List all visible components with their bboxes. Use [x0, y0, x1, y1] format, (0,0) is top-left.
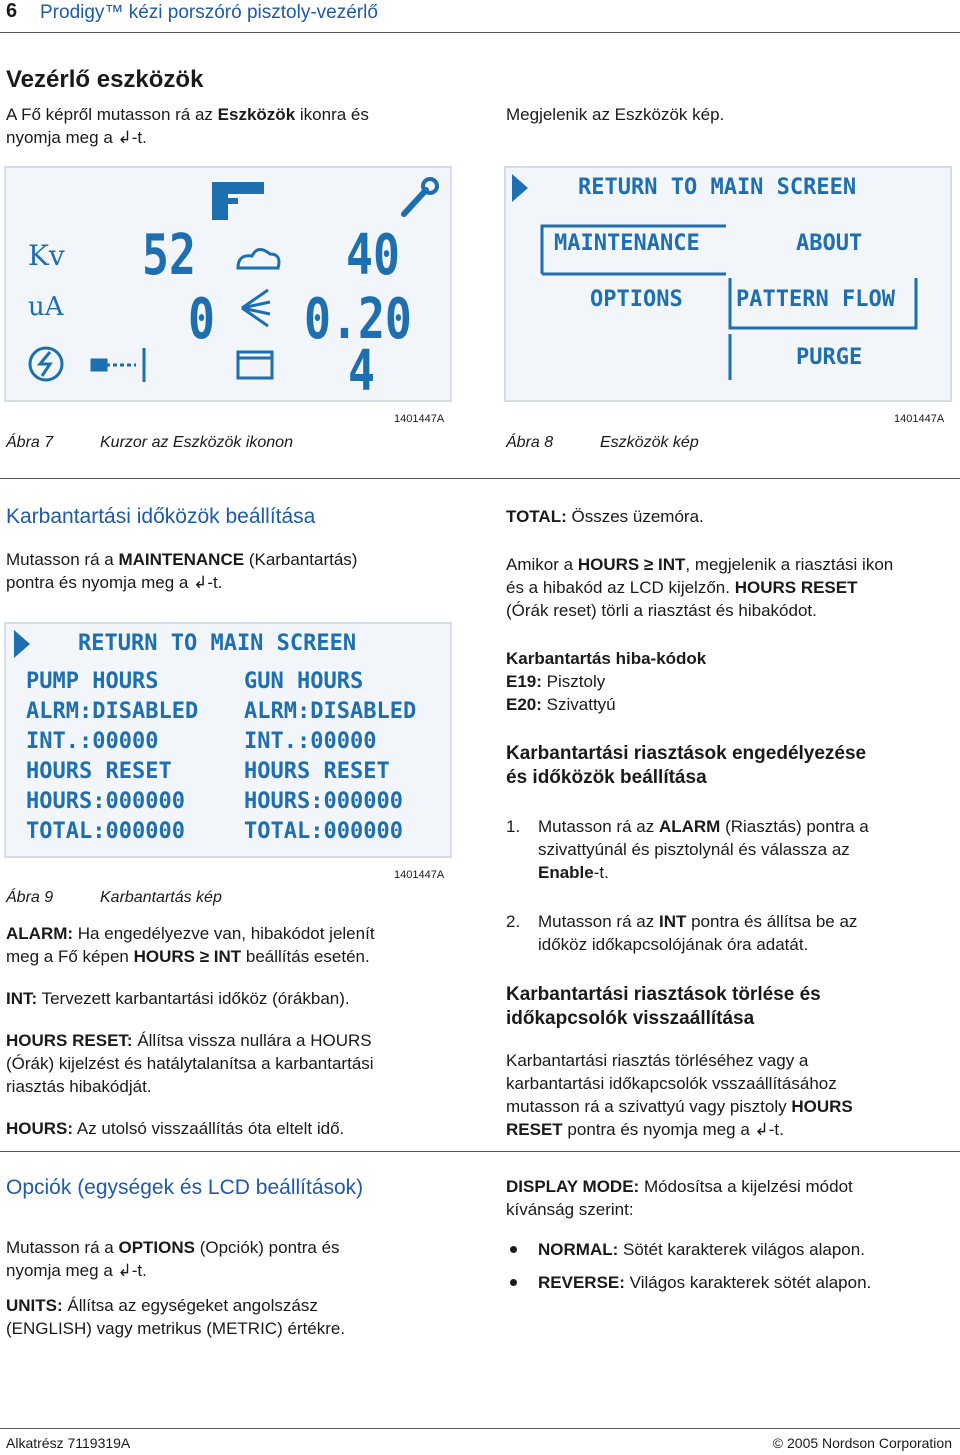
- preset-value: 4: [348, 339, 375, 404]
- clear-title-line1: Karbantartási riasztások törlése és: [506, 984, 821, 1005]
- spray-gun-icon: [212, 182, 264, 220]
- display-mode-reverse: REVERSE: Világos karakterek sötét alapon.: [538, 1273, 872, 1292]
- alarm-bolt-icon: [30, 348, 62, 380]
- maint-gun-reset: HOURS RESET: [244, 759, 390, 784]
- maintenance-intro-line2: pontra és nyomja meg a ↲-t.: [6, 573, 223, 592]
- menu-about: ABOUT: [796, 231, 863, 256]
- ua-setpoint-value: 0.20: [304, 287, 412, 352]
- tools-intro-line1: A Fő képről mutasson rá az Eszközök ikonra és: [6, 105, 369, 124]
- maint-pump-hours: HOURS:000000: [26, 789, 185, 814]
- clear-title-line2: időkapcsolók visszaállítása: [506, 1008, 755, 1029]
- kv-actual-value: 52: [142, 223, 196, 288]
- fig9-lcd-maintenance-screen: [4, 622, 452, 858]
- maint-gun-alarm: ALRM:DISABLED: [244, 699, 417, 724]
- step2-number: 2.: [506, 912, 521, 931]
- fig9-code: 1401447A: [394, 869, 445, 881]
- kv-setpoint-value: 40: [346, 223, 400, 288]
- error-code-e19: E19: Pisztoly: [506, 672, 606, 691]
- fig9-number: Ábra 9: [6, 889, 54, 906]
- def-units-line2: (ENGLISH) vagy metrikus (METRIC) értékre.: [6, 1319, 346, 1338]
- doc-title: Prodigy™ kézi porszóró pisztoly-vezérlő: [40, 2, 378, 23]
- fig9-caption: Karbantartás kép: [100, 889, 222, 906]
- page-number: 6: [6, 0, 18, 22]
- step2-line2: időköz időkapcsolójának óra adatát.: [538, 935, 809, 954]
- enable-title-line1: Karbantartási riasztások engedélyezése: [506, 743, 867, 764]
- section-title-options: Opciók (egységek és LCD beállítások): [6, 1176, 364, 1199]
- clear-para-line4: RESET pontra és nyomja meg a ↲-t.: [506, 1120, 784, 1139]
- cloud-icon: [238, 249, 279, 268]
- def-alarm-line2: meg a Fő képen HOURS ≥ INT beállítás esetén.: [6, 947, 370, 966]
- wrench-icon: [404, 179, 437, 214]
- step2-line1: Mutasson rá az INT pontra és állítsa be az: [538, 912, 858, 931]
- fig8-menu-frames: [504, 166, 952, 402]
- maint-pump-reset: HOURS RESET: [26, 759, 172, 784]
- fig8-lcd-tools-screen: [504, 166, 952, 402]
- pump-icon: [92, 348, 144, 382]
- menu-maintenance: MAINTENANCE: [554, 231, 700, 256]
- clear-para-line3: mutasson rá a szivattyú vagy pisztoly HOURS: [506, 1097, 853, 1116]
- fig8-number: Ábra 8: [506, 434, 554, 451]
- step1-line3: Enable-t.: [538, 863, 609, 882]
- def-display-mode-line1: DISPLAY MODE: Módosítsa a kijelzési módot: [506, 1177, 853, 1196]
- fig8-caption: Eszközök kép: [600, 434, 699, 451]
- def-reset-line1: HOURS RESET: Állítsa vissza nullára a HOURS: [6, 1031, 372, 1050]
- section-rule-1: [0, 478, 960, 479]
- menu-pattern-flow: PATTERN FLOW: [736, 287, 895, 312]
- clear-para-line2: karbantartási időkapcsolók vsszaállításához: [506, 1074, 837, 1093]
- alarm-para-line1: Amikor a HOURS ≥ INT, megjelenik a riasztási ikon: [506, 555, 894, 574]
- header-rule: [0, 32, 960, 33]
- enable-title-line2: és időközök beállítása: [506, 767, 707, 788]
- clear-para-line1: Karbantartási riasztás törléséhez vagy a: [506, 1051, 809, 1070]
- section-rule-2: [0, 1151, 960, 1152]
- maint-return-to-main: RETURN TO MAIN SCREEN: [78, 631, 357, 656]
- section-title-maintenance: Karbantartási időközök beállítása: [6, 505, 316, 528]
- options-intro-line1: Mutasson rá a OPTIONS (Opciók) pontra és: [6, 1238, 340, 1257]
- step1-number: 1.: [506, 817, 521, 836]
- error-codes-title: Karbantartás hiba-kódok: [506, 649, 707, 668]
- section-title-tools: Vezérlő eszközök: [6, 66, 204, 93]
- alarm-para-line3: (Órák reset) törli a riasztást és hibakódot.: [506, 601, 817, 620]
- menu-purge: PURGE: [796, 345, 863, 370]
- maint-pump-int: INT.:00000: [26, 729, 159, 754]
- tools-intro-line2: nyomja meg a ↲-t.: [6, 128, 147, 147]
- fig8-code: 1401447A: [894, 413, 945, 425]
- step1-line2: szivattyúnál és pisztolynál és válassza az: [538, 840, 850, 859]
- folder-icon: [238, 352, 272, 378]
- menu-return-to-main: RETURN TO MAIN SCREEN: [578, 175, 857, 200]
- fig7-lcd-main-screen: [4, 166, 452, 402]
- maint-gun-total: TOTAL:000000: [244, 819, 403, 844]
- options-intro-line2: nyomja meg a ↲-t.: [6, 1261, 147, 1280]
- footer-copyright: © 2005 Nordson Corporation: [772, 1435, 952, 1451]
- def-reset-line3: riasztás hibakódját.: [6, 1077, 152, 1096]
- maint-pump-alarm: ALRM:DISABLED: [26, 699, 199, 724]
- footer-rule: [0, 1428, 960, 1429]
- display-mode-normal: NORMAL: Sötét karakterek világos alapon.: [538, 1240, 865, 1259]
- menu-options: OPTIONS: [590, 287, 683, 312]
- error-code-e20: E20: Szivattyú: [506, 695, 616, 714]
- def-display-mode-line2: kívánság szerint:: [506, 1200, 634, 1219]
- fig7-caption: Kurzor az Eszközök ikonon: [100, 434, 293, 451]
- def-hours: HOURS: Az utolsó visszaállítás óta eltelt idő.: [6, 1119, 345, 1138]
- alarm-para-line2: és a hibakód az LCD kijelzőn. HOURS RESET: [506, 578, 858, 597]
- bullet-reverse: [510, 1279, 517, 1286]
- fig7-code: 1401447A: [394, 413, 445, 425]
- def-int: INT: Tervezett karbantartási időköz (órákban).: [6, 989, 350, 1008]
- def-reset-line2: (Órák) kijelzést és hatálytalanítsa a karbantartási: [6, 1054, 374, 1073]
- maint-pump-hours-header: PUMP HOURS: [26, 669, 159, 694]
- cursor-arrow-icon-2: [14, 630, 34, 658]
- maint-pump-total: TOTAL:000000: [26, 819, 185, 844]
- def-units-line1: UNITS: Állítsa az egységeket angolszász: [6, 1296, 318, 1315]
- kv-label: Kv: [28, 239, 65, 272]
- fig7-number: Ábra 7: [6, 434, 54, 451]
- maint-gun-int: INT.:00000: [244, 729, 377, 754]
- def-alarm-line1: ALARM: Ha engedélyezve van, hibakódot jelenít: [6, 924, 375, 943]
- maintenance-intro-line1: Mutasson rá a MAINTENANCE (Karbantartás): [6, 550, 358, 569]
- maint-gun-hours-header: GUN HOURS: [244, 669, 364, 694]
- footer-part-number: Alkatrész 7119319A: [6, 1435, 131, 1451]
- spray-pattern-icon: [242, 290, 270, 326]
- maint-gun-hours: HOURS:000000: [244, 789, 403, 814]
- tools-result-text: Megjelenik az Eszközök kép.: [506, 105, 725, 124]
- def-total: TOTAL: Összes üzemóra.: [506, 507, 704, 526]
- ua-label: uA: [28, 292, 64, 322]
- step1-line1: Mutasson rá az ALARM (Riasztás) pontra a: [538, 817, 869, 836]
- ua-actual-value: 0: [188, 287, 215, 352]
- bullet-normal: [510, 1246, 517, 1253]
